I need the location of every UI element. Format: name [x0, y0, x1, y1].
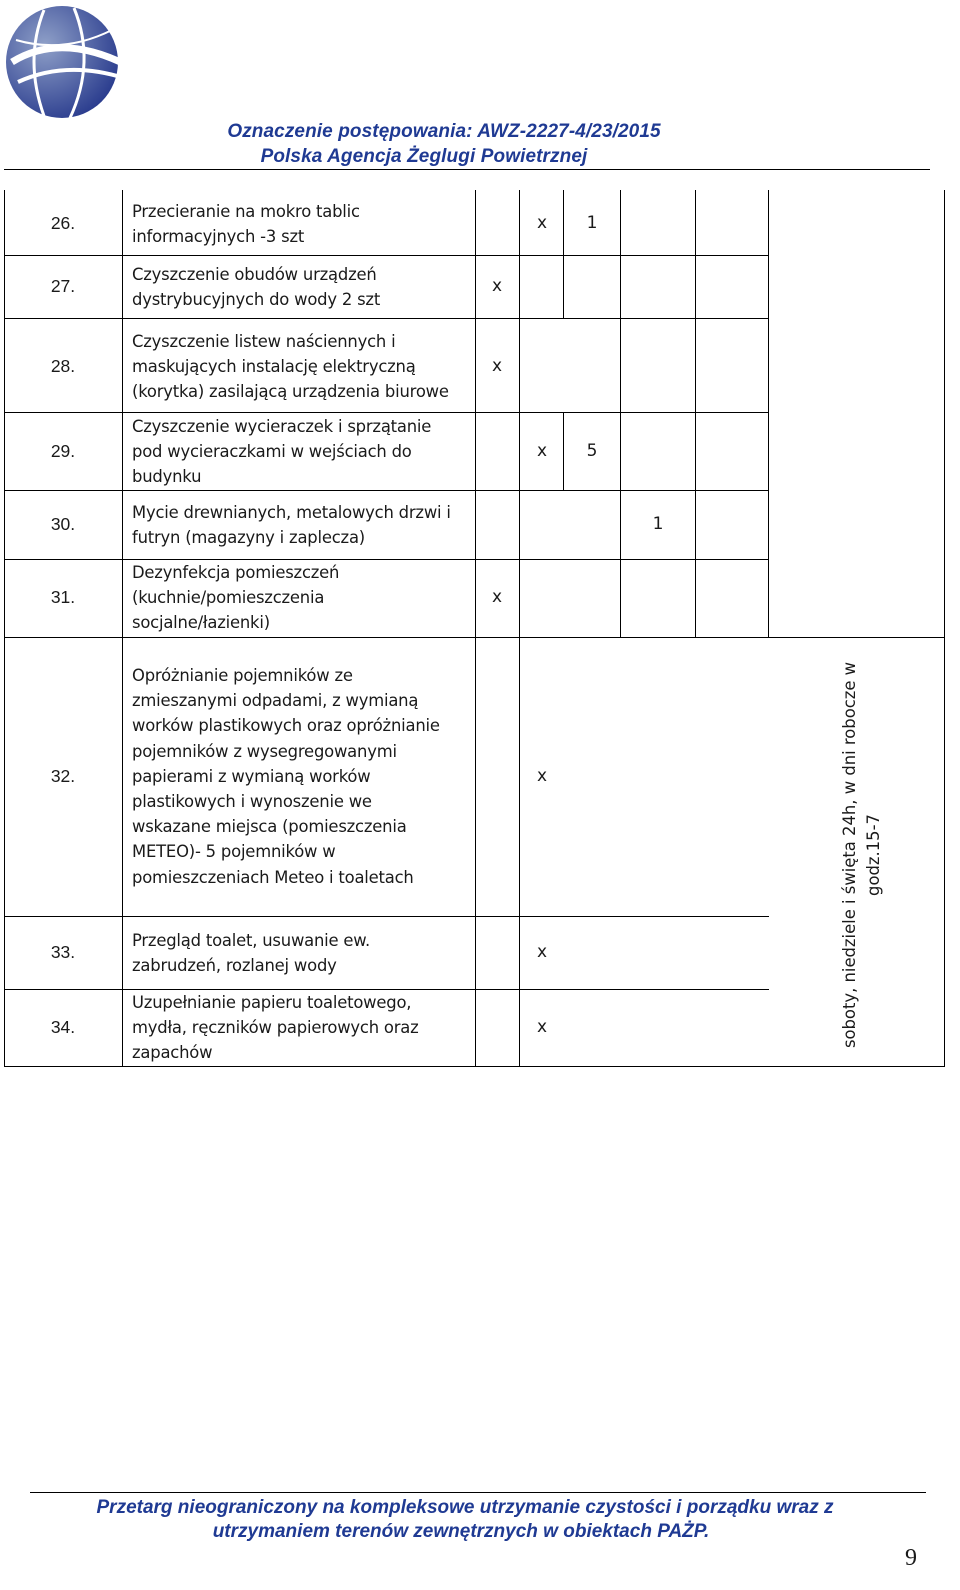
row-description [132, 414, 472, 490]
table-hline [4, 637, 945, 638]
desc-line: Przegląd toalet, usuwanie ew. [132, 931, 371, 950]
row-description [132, 199, 472, 249]
desc-line: maskujących instalację elektryczną [132, 357, 416, 377]
table-vline [695, 190, 696, 637]
row-number: 33. [50, 942, 76, 962]
row-mark: 5 [586, 441, 598, 461]
page-number: 9 [905, 1545, 917, 1571]
row-description [132, 663, 472, 890]
row-number: 31. [50, 587, 76, 607]
footer-tender-title-cont: utrzymaniem terenów zewnętrznych w obiektach PAŻP. [212, 1521, 710, 1542]
row-mark: x [536, 942, 548, 962]
table-vline [519, 190, 520, 1067]
desc-line: futryn (magazyny i zaplecza) [132, 528, 365, 548]
table-vline [620, 190, 621, 637]
desc-line: (kuchnie/pomieszczenia [132, 588, 325, 608]
desc-line: Opróżnianie pojemników ze [132, 666, 353, 685]
desc-line: plastikowych i wynoszenie we [132, 792, 372, 812]
table-hline [4, 490, 769, 491]
desc-line: Uzupełnianie papieru toaletowego, [132, 993, 412, 1012]
row-description [132, 329, 472, 405]
desc-line: Czyszczenie listew naściennych i [132, 332, 396, 351]
desc-line: Dezynfekcja pomieszczeń [132, 563, 340, 582]
desc-line: Przecieranie na mokro tablic [132, 202, 360, 221]
row-mark: x [536, 441, 548, 461]
row-description [132, 990, 472, 1066]
desc-line: worków plastikowych oraz opróżnianie [132, 716, 440, 736]
desc-line: zmieszanymi odpadami, z wymianą [132, 691, 419, 711]
row-number: 26. [50, 213, 76, 233]
table-vline [768, 190, 769, 637]
table-hline [4, 412, 769, 413]
desc-line: dystrybucyjnych do wody 2 szt [132, 290, 381, 310]
footer-tender-title: Przetarg nieograniczony na kompleksowe utrzymanie czystości i porządku wraz z [96, 1497, 834, 1518]
desc-line: budynku [132, 467, 202, 487]
desc-line: pojemników z wysegregowanymi [132, 741, 397, 761]
row-number: 29. [50, 441, 76, 461]
row-description [132, 500, 472, 550]
row-mark: x [491, 356, 503, 376]
row-description [132, 928, 472, 978]
row-mark: x [491, 587, 503, 607]
row-number: 27. [50, 276, 76, 296]
row-number: 30. [50, 514, 76, 534]
table-vline [944, 190, 945, 1067]
row-number: 34. [50, 1017, 76, 1037]
desc-line: zabrudzeń, rozlanej wody [132, 956, 337, 976]
desc-line: (korytka) zasilającą urządzenia biurowe [132, 382, 449, 402]
desc-line: zapachów [132, 1043, 213, 1063]
table-vline [475, 190, 476, 1067]
row-mark: x [536, 766, 548, 786]
desc-line: wskazane miejsca (pomieszczenia [132, 817, 407, 837]
row-mark: 1 [586, 213, 598, 233]
table-vline [563, 412, 564, 490]
schedule-note: soboty, niedziele i święta 24h, w dni robocze w godz.15-7 [840, 661, 883, 1049]
row-number: 28. [50, 356, 76, 376]
row-mark: 1 [652, 514, 664, 534]
row-description [132, 262, 472, 312]
footer-divider [30, 1492, 926, 1493]
desc-line: papierami z wymianą worków [132, 766, 371, 786]
table-vline [122, 190, 123, 1067]
desc-line: socjalne/łazienki) [132, 613, 270, 633]
row-mark: x [536, 213, 548, 233]
desc-line: Mycie drewnianych, metalowych drzwi i [132, 503, 451, 522]
table-hline [4, 916, 769, 917]
desc-line: pomieszczeniach Meteo i toaletach [132, 867, 414, 887]
table-hline [4, 1066, 945, 1067]
row-mark: x [536, 1017, 548, 1037]
header-agency-name: Polska Agencja Żeglugi Powietrznej [260, 146, 588, 167]
row-mark: x [491, 276, 503, 296]
desc-line: informacyjnych -3 szt [132, 227, 305, 247]
row-description [132, 560, 472, 636]
table-vline [563, 190, 564, 318]
desc-line: Czyszczenie wycieraczek i sprzątanie [132, 417, 432, 436]
header-procedure-id: Oznaczenie postępowania: AWZ-2227-4/23/2015 [227, 121, 661, 142]
desc-line: METEO)- 5 pojemników w [132, 842, 336, 862]
table-hline [4, 318, 769, 319]
table-vline [4, 190, 5, 1067]
desc-line: Czyszczenie obudów urządzeń [132, 265, 377, 284]
desc-line: pod wycieraczkami w wejściach do [132, 442, 412, 462]
desc-line: mydła, ręczników papierowych oraz [132, 1018, 419, 1038]
row-number: 32. [50, 766, 76, 786]
table-hline [4, 255, 769, 256]
